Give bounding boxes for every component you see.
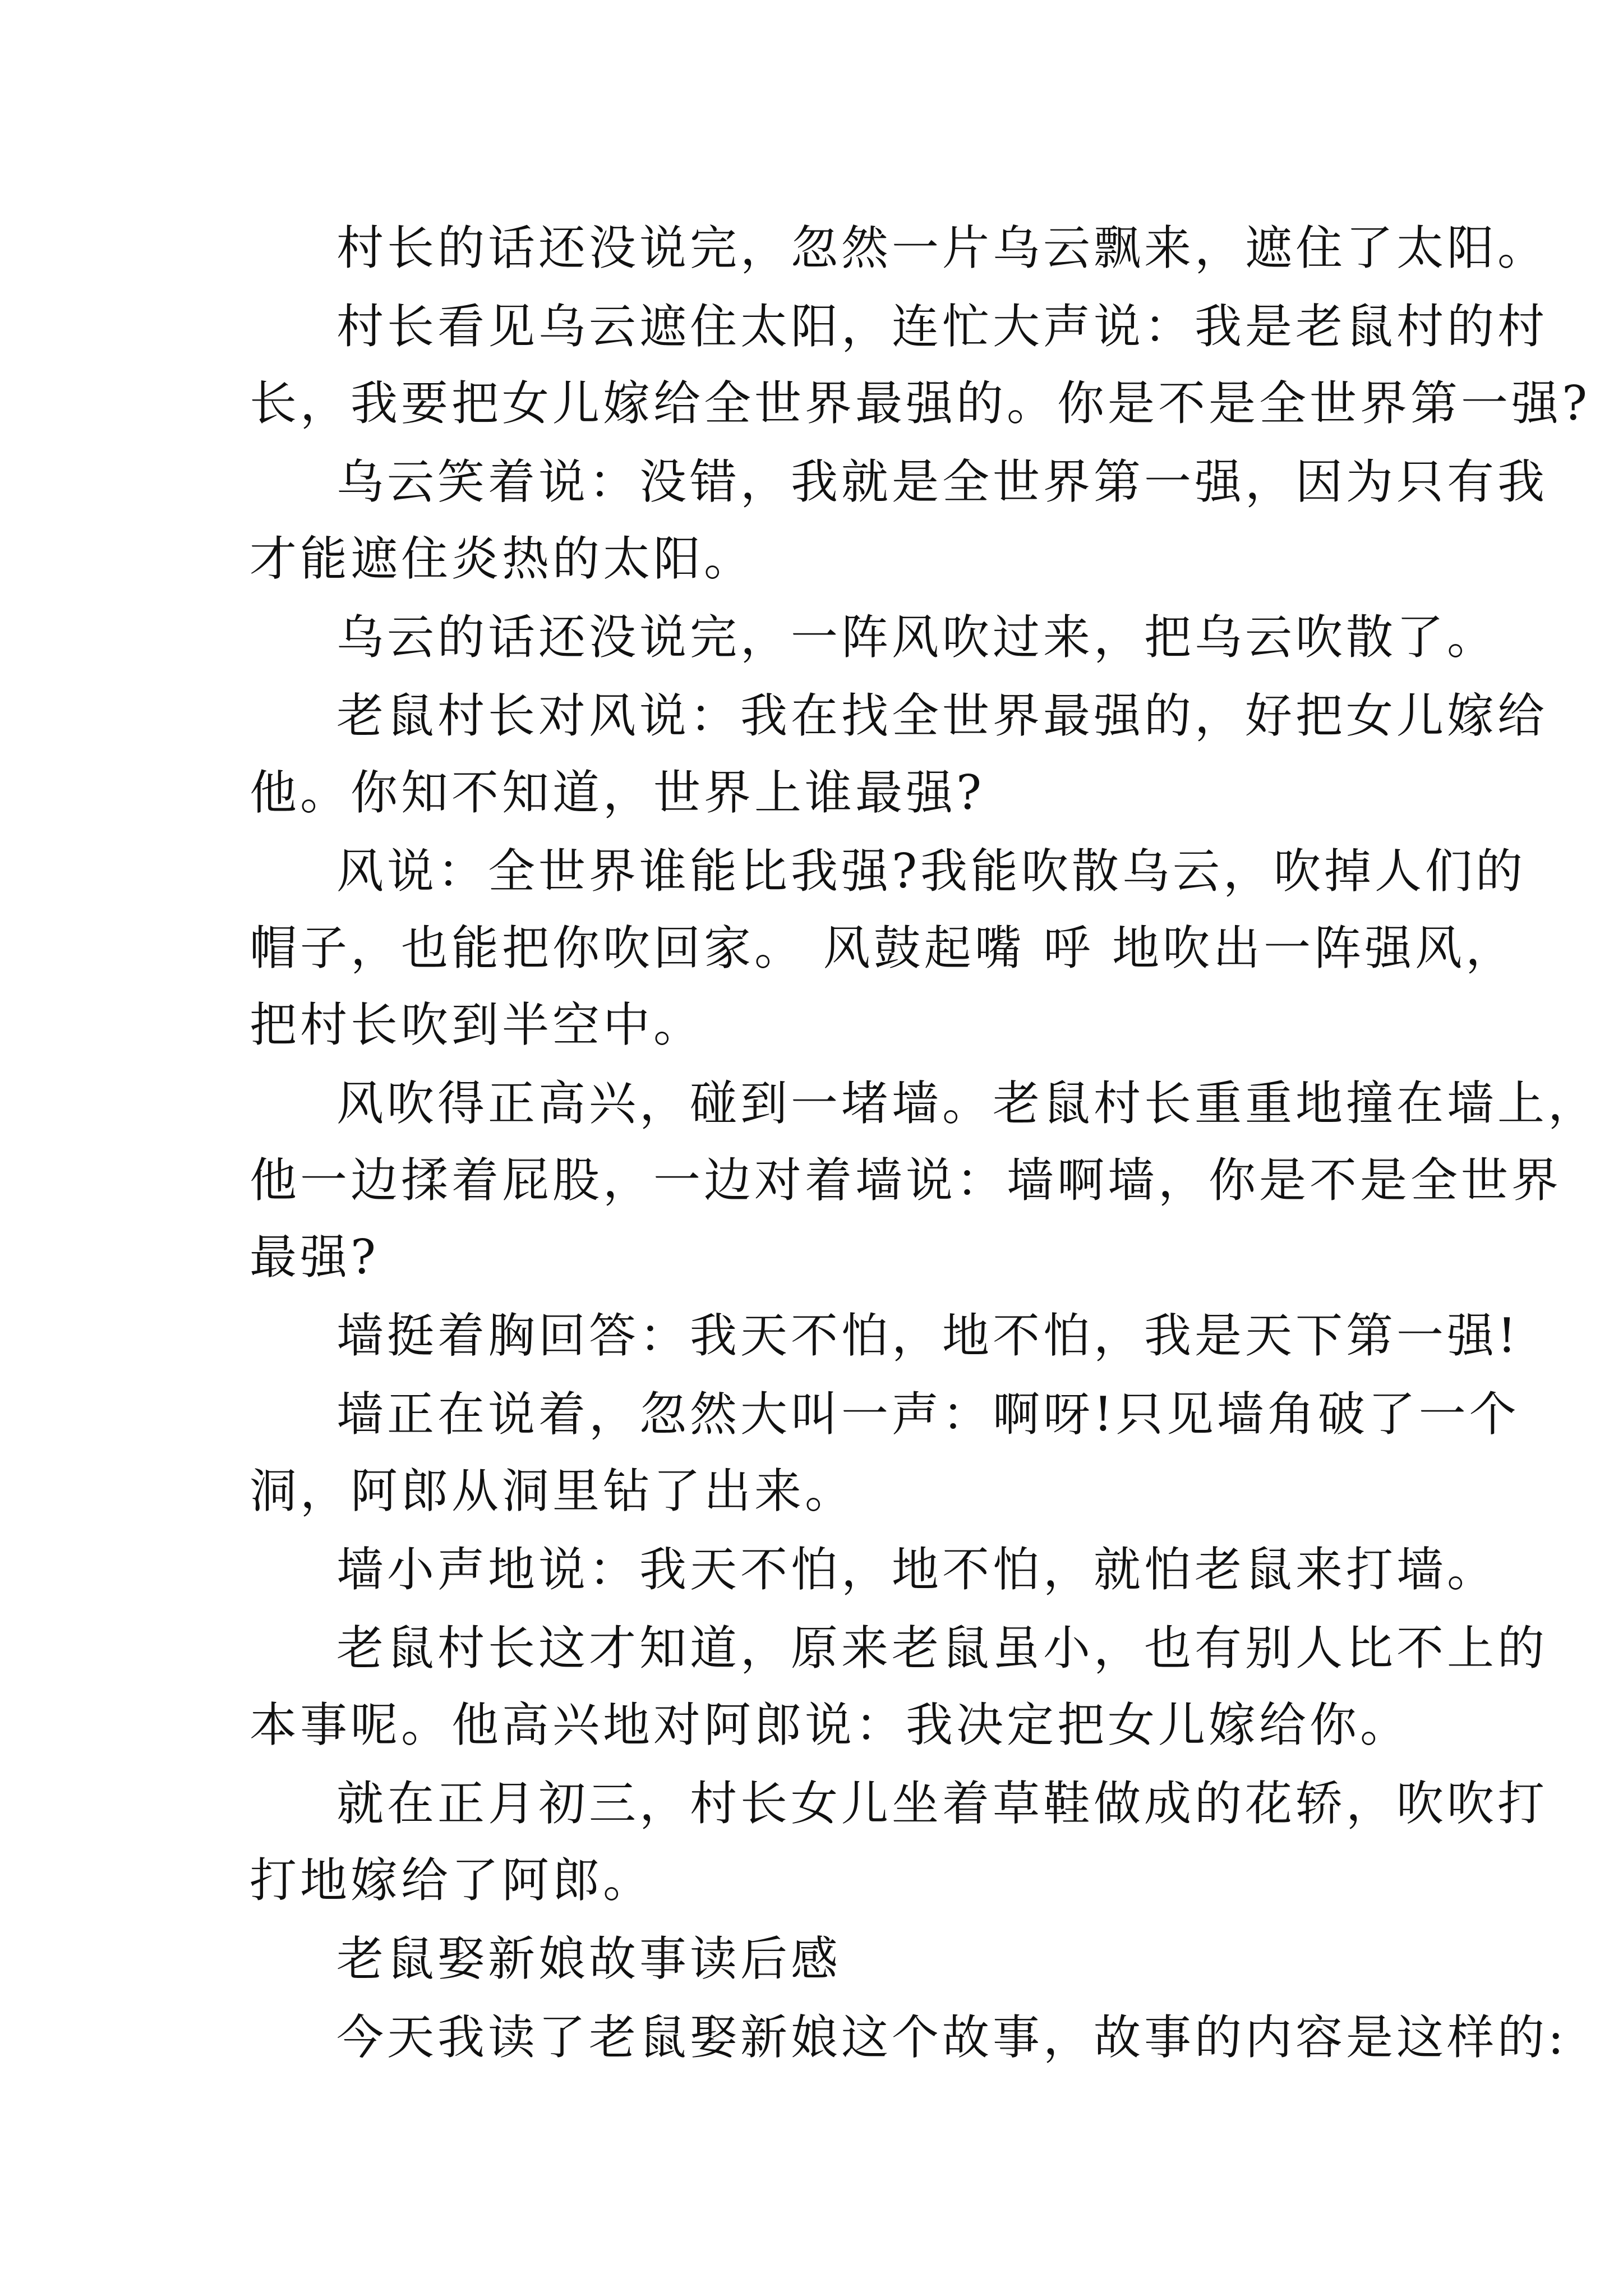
paragraph-first-line: 乌云笑着说：没错，我就是全世界第一强，因为只有我 (336, 454, 1548, 509)
paragraph-first-line: 墙正在说着，忽然大叫一声：啊呀!只见墙角破了一个 (336, 1387, 1520, 1442)
paragraph-line: 打地嫁给了阿郎。 (250, 1853, 654, 1908)
paragraph-line: 最强? (250, 1230, 380, 1285)
paragraph-first-line: 风说：全世界谁能比我强?我能吹散乌云，吹掉人们的 (336, 844, 1527, 899)
paragraph-line: 洞，阿郎从洞里钻了出来。 (250, 1464, 856, 1519)
paragraph-line: 帽子，也能把你吹回家。 风鼓起嘴 呼 地吹出一阵强风， (250, 921, 1516, 976)
paragraph-first-line: 老鼠娶新娘故事读后感 (336, 1931, 842, 1986)
paragraph-line: 他。你知不知道，世界上谁最强? (250, 765, 985, 820)
paragraph-line: 才能遮住炎热的太阳。 (250, 531, 755, 586)
paragraph-first-line: 风吹得正高兴，碰到一堵墙。老鼠村长重重地撞在墙上， (336, 1076, 1599, 1131)
paragraph-first-line: 老鼠村长对风说：我在找全世界最强的，好把女儿嫁给 (336, 688, 1548, 743)
paragraph-line: 他一边揉着屁股，一边对着墙说：墙啊墙，你是不是全世界 (250, 1153, 1562, 1208)
paragraph-first-line: 就在正月初三，村长女儿坐着草鞋做成的花轿，吹吹打 (336, 1776, 1548, 1831)
paragraph-first-line: 村长的话还没说完，忽然一片乌云飘来，遮住了太阳。 (336, 220, 1548, 275)
paragraph-first-line: 村长看见乌云遮住太阳，连忙大声说：我是老鼠村的村 (336, 299, 1548, 354)
paragraph-first-line: 墙小声地说：我天不怕，地不怕，就怕老鼠来打墙。 (336, 1542, 1498, 1597)
paragraph-first-line: 今天我读了老鼠娶新娘这个故事，故事的内容是这样的: (336, 2010, 1567, 2065)
paragraph-line: 本事呢。他高兴地对阿郎说：我决定把女儿嫁给你。 (250, 1697, 1411, 1752)
paragraph-first-line: 乌云的话还没说完，一阵风吹过来，把乌云吹散了。 (336, 610, 1498, 665)
paragraph-first-line: 老鼠村长这才知道，原来老鼠虽小，也有别人比不上的 (336, 1621, 1548, 1676)
paragraph-first-line: 墙挺着胸回答：我天不怕，地不怕，我是天下第一强! (336, 1308, 1520, 1363)
paragraph-line: 把村长吹到半空中。 (250, 997, 704, 1052)
paragraph-line: 长，我要把女儿嫁给全世界最强的。你是不是全世界第一强? (250, 376, 1591, 431)
